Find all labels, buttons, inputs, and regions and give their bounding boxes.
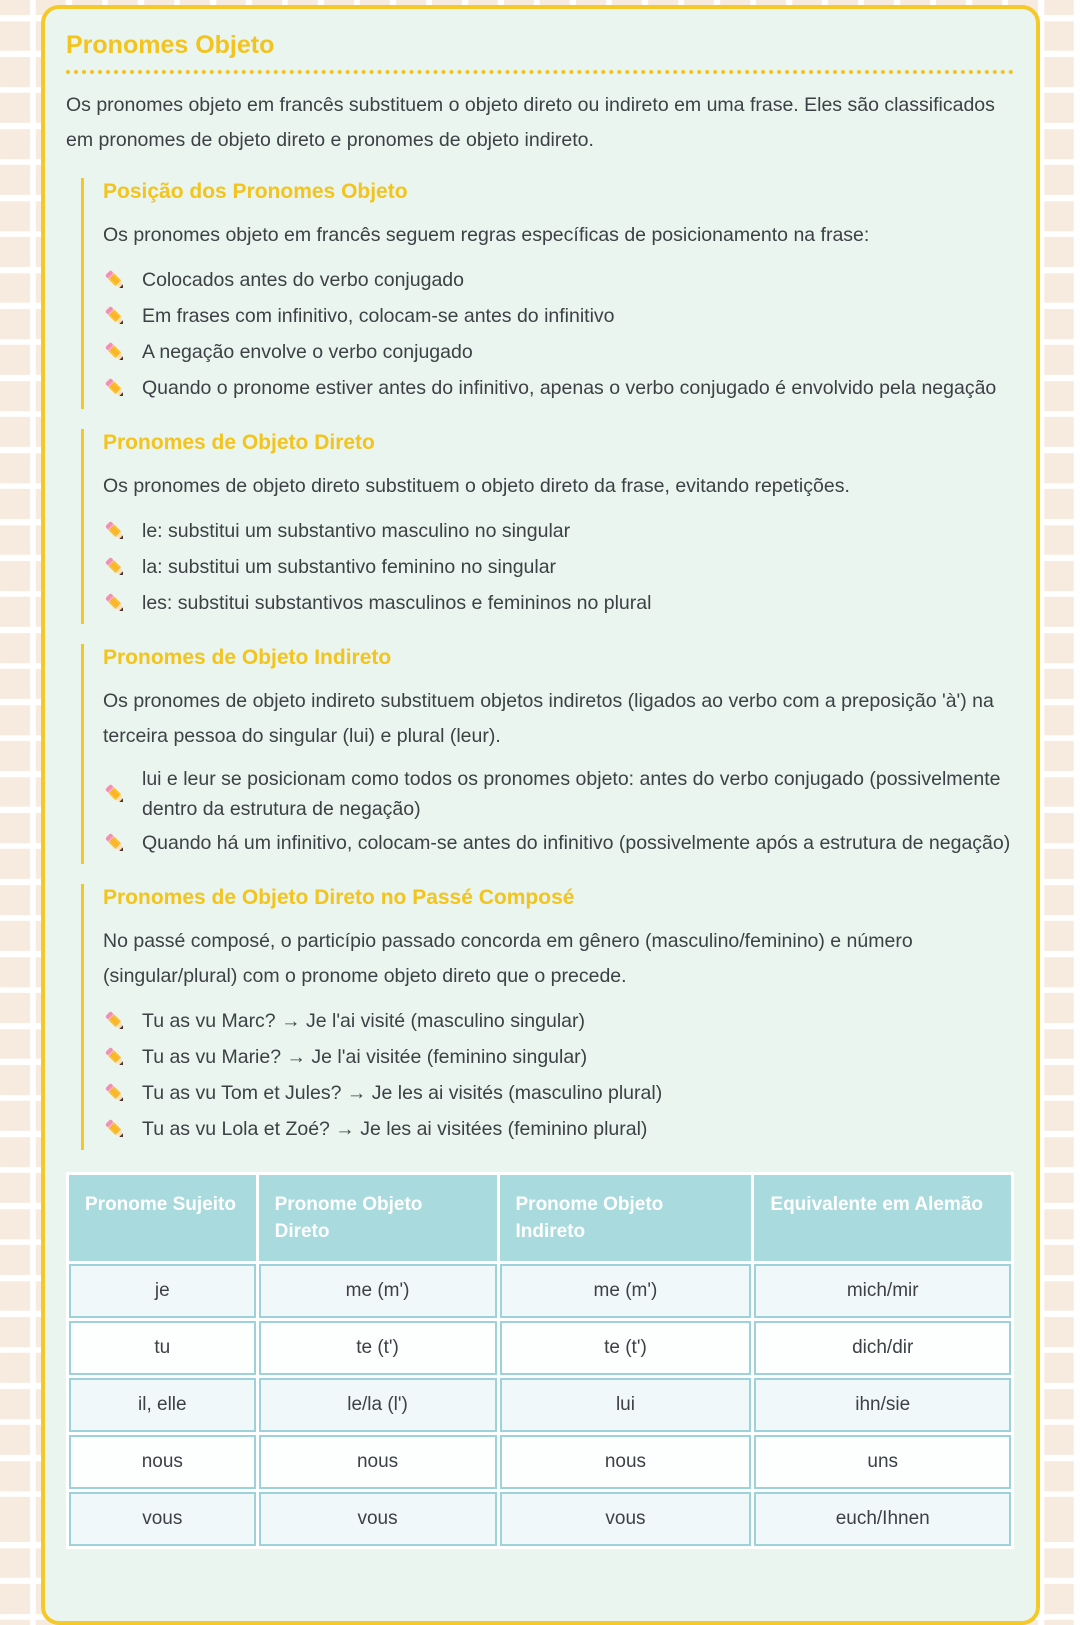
bullet-text: Tu as vu Marc? → Je l'ai visité (masculino singular) <box>142 1010 585 1032</box>
bullet-text: lui e leur se posicionam como todos os pronomes objeto: antes do verbo conjugado (possivelmente dentro da estrutura de negação) <box>142 768 1001 820</box>
pencil-icon <box>103 304 128 329</box>
table-cell: vous <box>500 1492 752 1546</box>
table-row <box>69 1321 1011 1375</box>
content-card <box>41 5 1040 1625</box>
table-header-cell: Pronome Sujeito <box>69 1175 256 1261</box>
section-objeto-indireto <box>81 644 1014 864</box>
table-cell: dich/dir <box>754 1321 1011 1375</box>
section-heading: Posição dos Pronomes Objeto <box>103 180 408 203</box>
bullet-item <box>103 550 1014 584</box>
bullet-text: A negação envolve o verbo conjugado <box>142 341 473 363</box>
pencil-icon <box>103 1081 128 1106</box>
table-cell: te (t') <box>259 1321 497 1375</box>
bullet-item <box>103 335 1014 369</box>
table-header-cell: Pronome Objeto Indireto <box>500 1175 752 1261</box>
bullet-item <box>103 1076 1014 1110</box>
section-heading: Pronomes de Objeto Direto no Passé Composé <box>103 886 575 909</box>
pencil-icon <box>103 519 128 544</box>
pencil-icon <box>103 831 128 856</box>
table-cell: vous <box>259 1492 497 1546</box>
table-cell: uns <box>754 1435 1011 1489</box>
section-heading: Pronomes de Objeto Direto <box>103 431 375 454</box>
table-header-row <box>69 1175 1011 1261</box>
bullet-text: Tu as vu Lola et Zoé? → Je les ai visitées (feminino plural) <box>142 1118 648 1140</box>
table-cell: nous <box>500 1435 752 1489</box>
table-row <box>69 1492 1011 1546</box>
section-objeto-direto <box>81 429 1014 624</box>
table-cell: vous <box>69 1492 256 1546</box>
bullet-list <box>103 514 1014 620</box>
page-title: Pronomes Objeto <box>66 31 275 59</box>
table-cell: me (m') <box>500 1264 752 1318</box>
section-heading: Pronomes de Objeto Indireto <box>103 646 392 669</box>
pencil-icon <box>103 376 128 401</box>
bullet-text: les: substitui substantivos masculinos e femininos no plural <box>142 592 652 614</box>
table-cell: euch/Ihnen <box>754 1492 1011 1546</box>
title-dotted-divider <box>66 70 1014 74</box>
bullet-item <box>103 826 1014 860</box>
pencil-icon <box>103 1045 128 1070</box>
section-intro: No passé composé, o particípio passado concorda em gênero (masculino/feminino) e número (singular/plural) com o pronome objeto direto que o precede. <box>103 930 913 987</box>
table-header-cell: Pronome Objeto Direto <box>259 1175 497 1261</box>
bullet-text: la: substitui um substantivo feminino no singular <box>142 556 557 578</box>
table-cell: nous <box>259 1435 497 1489</box>
table-header-cell: Equivalente em Alemão <box>754 1175 1011 1261</box>
section-intro: Os pronomes de objeto indireto substituem objetos indiretos (ligados ao verbo com a preposição 'à') na terceira pessoa do singular (lui) e plural (leur). <box>103 690 994 747</box>
pencil-icon <box>103 555 128 580</box>
bullet-item <box>103 1004 1014 1038</box>
bullet-text: le: substitui um substantivo masculino no singular <box>142 520 571 542</box>
bullet-item <box>103 764 1014 824</box>
section-intro: Os pronomes objeto em francês seguem regras específicas de posicionamento na frase: <box>103 224 870 246</box>
pencil-icon <box>103 340 128 365</box>
bullet-item <box>103 263 1014 297</box>
pencil-icon <box>103 782 128 807</box>
section-intro: Os pronomes de objeto direto substituem o objeto direto da frase, evitando repetições. <box>103 475 850 497</box>
section-posicao-pronomes <box>81 178 1014 409</box>
bullet-item <box>103 371 1014 405</box>
table-cell: le/la (l') <box>259 1378 497 1432</box>
pronoun-table <box>66 1172 1014 1549</box>
bullet-text: Tu as vu Tom et Jules? → Je les ai visités (masculino plural) <box>142 1082 663 1104</box>
pencil-icon <box>103 1117 128 1142</box>
table-cell: te (t') <box>500 1321 752 1375</box>
table-cell: mich/mir <box>754 1264 1011 1318</box>
pencil-icon <box>103 591 128 616</box>
table-cell: nous <box>69 1435 256 1489</box>
section-passe-compose <box>81 884 1014 1150</box>
pencil-icon <box>103 268 128 293</box>
bullet-list <box>103 1004 1014 1146</box>
intro-paragraph: Os pronomes objeto em francês substituem o objeto direto ou indireto em uma frase. Eles são classificados em pronomes de objeto direto e pronomes de objeto indireto. <box>66 94 995 151</box>
table-cell: me (m') <box>259 1264 497 1318</box>
table-cell: lui <box>500 1378 752 1432</box>
table-cell: ihn/sie <box>754 1378 1011 1432</box>
table-row <box>69 1264 1011 1318</box>
bullet-item <box>103 1112 1014 1146</box>
bullet-text: Em frases com infinitivo, colocam-se antes do infinitivo <box>142 305 615 327</box>
bullet-item <box>103 299 1014 333</box>
bullet-text: Tu as vu Marie? → Je l'ai visitée (feminino singular) <box>142 1046 588 1068</box>
table-row <box>69 1378 1011 1432</box>
bullet-item <box>103 514 1014 548</box>
table-cell: tu <box>69 1321 256 1375</box>
bullet-item <box>103 586 1014 620</box>
bullet-item <box>103 1040 1014 1074</box>
bullet-list <box>103 764 1014 860</box>
table-row <box>69 1435 1011 1489</box>
bullet-text: Quando há um infinitivo, colocam-se antes do infinitivo (possivelmente após a estrutura de negação) <box>142 832 1011 854</box>
table-cell: il, elle <box>69 1378 256 1432</box>
pencil-icon <box>103 1009 128 1034</box>
table-cell: je <box>69 1264 256 1318</box>
bullet-text: Colocados antes do verbo conjugado <box>142 269 464 291</box>
bullet-list <box>103 263 1014 405</box>
bullet-text: Quando o pronome estiver antes do infinitivo, apenas o verbo conjugado é envolvido pela negação <box>142 377 997 399</box>
